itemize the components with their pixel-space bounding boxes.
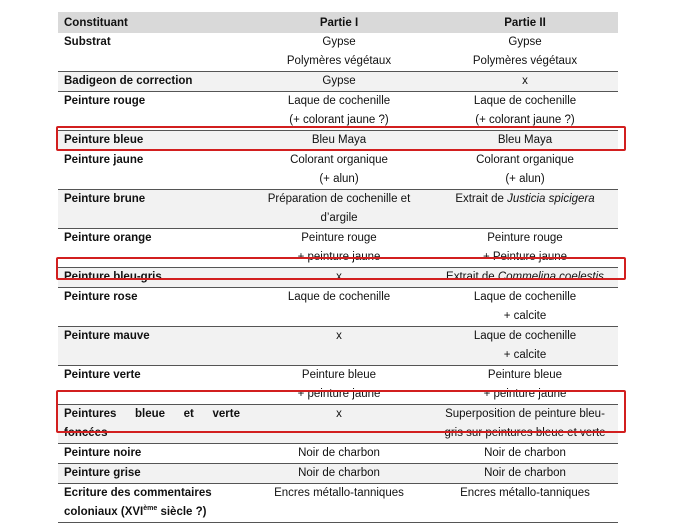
row-partie-1: Noir de charbon — [246, 464, 432, 484]
table-row — [58, 464, 618, 484]
row-name: Peinture noire — [58, 444, 246, 464]
table-row — [58, 288, 618, 327]
row-partie-1: Laque de cochenille — [246, 288, 432, 327]
row-partie-1: Noir de charbon — [246, 444, 432, 464]
table-row — [58, 72, 618, 92]
row-name: Peinture grise — [58, 464, 246, 484]
table-row — [58, 151, 618, 190]
row-partie-2: Gypse Polymères végétaux — [432, 33, 618, 72]
row-name: Peintures bleue et verte foncées — [58, 405, 246, 444]
row-name: Peinture bleu-gris — [58, 268, 246, 288]
table-row — [58, 33, 618, 72]
row-partie-1: Encres métallo-tanniques — [246, 484, 432, 523]
row-name: Substrat — [58, 33, 246, 72]
row-partie-2: Peinture rouge + Peinture jaune — [432, 229, 618, 268]
row-name: Peinture mauve — [58, 327, 246, 366]
row-partie-2: Superposition de peinture bleu- gris sur peintures bleue et verte — [432, 405, 618, 444]
row-partie-1: Peinture bleue + peinture jaune — [246, 366, 432, 405]
table-row — [58, 190, 618, 229]
row-partie-1: Bleu Maya — [246, 131, 432, 151]
row-partie-2: Bleu Maya — [432, 131, 618, 151]
row-partie-2: Laque de cochenille + calcite — [432, 288, 618, 327]
row-partie-2: Encres métallo-tanniques — [432, 484, 618, 523]
row-name: Peinture rose — [58, 288, 246, 327]
row-partie-2: Noir de charbon — [432, 444, 618, 464]
row-partie-1: Gypse — [246, 72, 432, 92]
table-row — [58, 444, 618, 464]
row-partie-2: Extrait de Justicia spicigera — [432, 190, 618, 229]
row-partie-2: Noir de charbon — [432, 464, 618, 484]
row-name: Ecriture des commentaires coloniaux (XVIème siècle ?) — [58, 484, 246, 523]
table-row — [58, 92, 618, 131]
row-name: Badigeon de correction — [58, 72, 246, 92]
header-partie-2: Partie II — [432, 12, 618, 33]
row-partie-2: Laque de cochenille (+ colorant jaune ?) — [432, 92, 618, 131]
row-partie-2: Laque de cochenille + calcite — [432, 327, 618, 366]
row-name: Peinture verte — [58, 366, 246, 405]
row-partie-2: Colorant organique (+ alun) — [432, 151, 618, 190]
row-name: Peinture jaune — [58, 151, 246, 190]
header-constituant: Constituant — [58, 12, 246, 33]
row-name: Peinture bleue — [58, 131, 246, 151]
row-partie-1: Laque de cochenille (+ colorant jaune ?) — [246, 92, 432, 131]
row-partie-1: Colorant organique (+ alun) — [246, 151, 432, 190]
row-partie-1: x — [246, 327, 432, 366]
highlight-peintures-foncees — [56, 390, 626, 433]
row-partie-1: Gypse Polymères végétaux — [246, 33, 432, 72]
table-row — [58, 327, 618, 366]
row-partie-2: x — [432, 72, 618, 92]
row-partie-2: Extrait de Commelina coelestis — [432, 268, 618, 288]
row-name: Peinture brune — [58, 190, 246, 229]
row-partie-1: Peinture rouge + peinture jaune — [246, 229, 432, 268]
row-name: Peinture orange — [58, 229, 246, 268]
highlight-peinture-bleue — [56, 126, 626, 151]
header-partie-1: Partie I — [246, 12, 432, 33]
row-partie-1: Préparation de cochenille et d’argile — [246, 190, 432, 229]
row-partie-2: Peinture bleue + peinture jaune — [432, 366, 618, 405]
row-partie-1: x — [246, 405, 432, 444]
highlight-peinture-bleu-gris — [56, 257, 626, 280]
row-partie-1: x — [246, 268, 432, 288]
table-header-row — [58, 12, 618, 33]
row-name: Peinture rouge — [58, 92, 246, 131]
